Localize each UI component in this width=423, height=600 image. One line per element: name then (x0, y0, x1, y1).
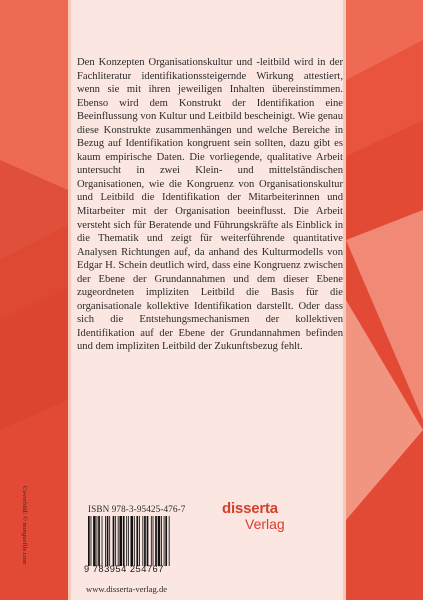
publisher-logo-disserta: disserta (222, 500, 278, 517)
isbn-barcode (88, 516, 200, 566)
barcode-digits: 9 783954 254767 (84, 564, 164, 574)
isbn-label: ISBN 978-3-95425-476-7 (88, 504, 186, 514)
cover-credit-text: Coverbild: © morguefile.com (21, 486, 28, 565)
back-cover-blurb: Den Konzepten Organisationskultur und -leitbild wird in der Fachliteratur identifikationssteigernde Wirkung attestiert, wenn sie mit ihren jeweiligen Inhalten übereinstimmen. Ebenso wird dem Konstrukt der Identifikation eine Beeinflussung von Kultur und Leitbild bescheinigt. Wie genau diese Konstrukte zusammenhängen und welche Bereiche in Bezug auf Identifikation kongruent sein sollten, dazu gibt es kaum empirische Daten. Die vorliegende, qualitative Arbeit untersucht in zwei Klein- und mittelständischen Organisationen, wie die Kongruenz von Organisationskultur und Leitbild die Identifikation der Mitarbeiterinnen und Mitarbeiter mit der Organisation beeinflusst. Die Arbeit versteht sich für Beratende und Führungskräfte als Einblick in die Thematik und zeigt für weiterführende quantitative Analysen Richtungen auf, da anhand des Kulturmodells von Edgar H. Schein deutlich wird, dass eine Kongruenz zwischen der Ebene der Grundannahmen und dem dieser Ebene zugeordneten impliziten Leitbild die Basis für die organisationale kollektive Identifikation darstellt. Oder dass sich die Entstehungsmechanismen der kollektiven Identifikation auf der Ebene der Grundannahmen befinden und dem impliziten Leitbild der Zukunftsbezug fehlt. (77, 57, 343, 353)
publisher-logo-verlag: Verlag (245, 516, 285, 532)
cover-credit (21, 486, 29, 600)
publisher-url: www.disserta-verlag.de (86, 584, 168, 594)
panel-right-edge (343, 0, 346, 600)
panel-left-edge (68, 0, 71, 600)
